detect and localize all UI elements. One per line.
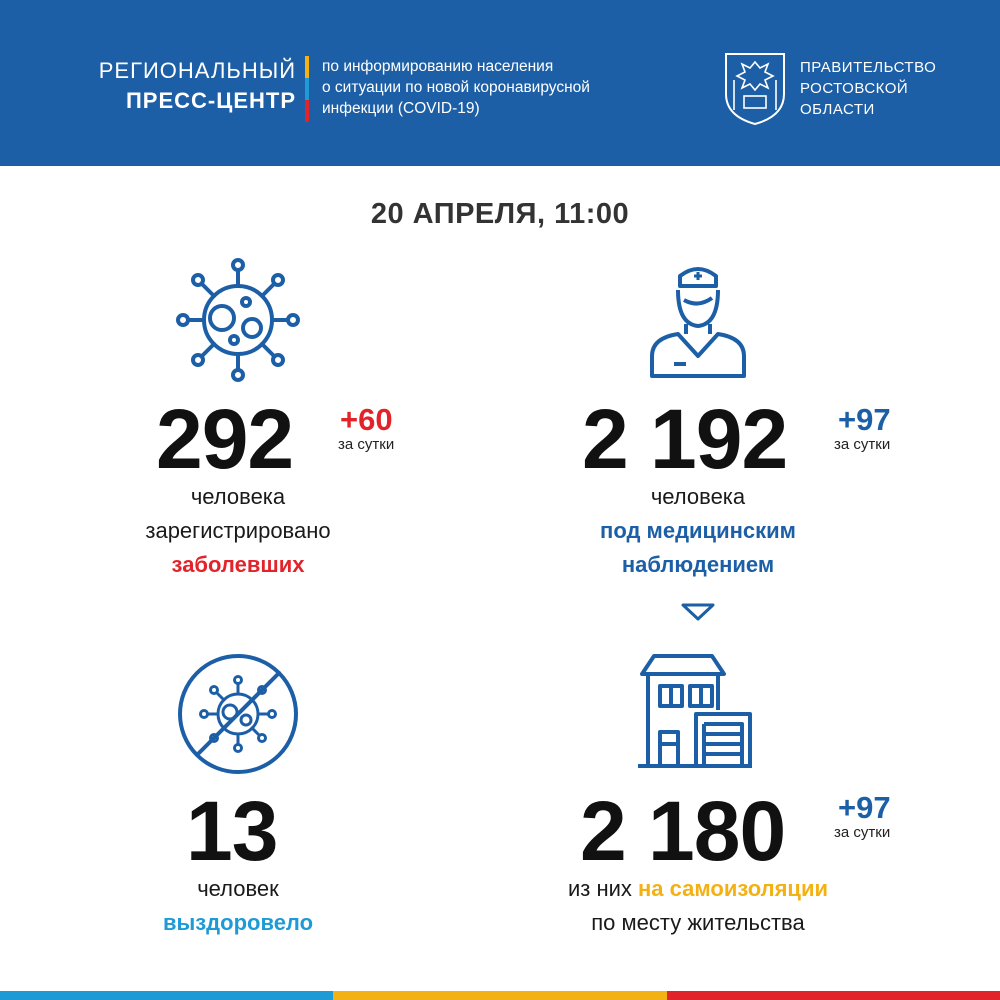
caption-prefix: из них [567, 876, 639, 901]
infected-per-day: за сутки [338, 436, 395, 453]
infected-caption [88, 480, 388, 582]
virus-icon [176, 256, 300, 384]
nurse-icon [646, 260, 750, 380]
brand-line2: ПРЕСС-ЦЕНТР [125, 88, 296, 113]
caption-line: зарегистрировано [145, 518, 331, 543]
report-date: 20 АПРЕЛЯ, 11:00 [370, 198, 630, 230]
caption-line: человека [190, 484, 286, 509]
observed-per-day: за сутки [834, 436, 891, 453]
tagline-line: по информированию населения [322, 58, 554, 75]
tricolor-footer-bar [0, 991, 1000, 1000]
government-line: ПРАВИТЕЛЬСТВО [800, 59, 937, 76]
down-triangle-icon [680, 602, 716, 622]
crest-icon [722, 50, 788, 126]
government-line: ОБЛАСТИ [800, 101, 875, 118]
caption-line [498, 872, 898, 906]
caption-highlight: заболевших [171, 552, 305, 577]
recovered-count: 13 [186, 784, 278, 878]
infected-delta: +60 [340, 402, 393, 437]
caption-line: по месту жительства [591, 910, 805, 935]
tagline-line: инфекции (COVID-19) [322, 100, 480, 117]
no-virus-icon [176, 652, 300, 776]
caption-line: человек [197, 876, 279, 901]
observed-delta: +97 [838, 402, 891, 437]
government-name [800, 57, 936, 120]
tricolor-divider [305, 56, 309, 122]
observed-count: 2 192 [582, 392, 788, 486]
house-icon [636, 652, 754, 770]
caption-line: человека [650, 484, 746, 509]
isolation-caption [498, 872, 898, 940]
infected-count: 292 [156, 392, 294, 486]
header-banner [0, 0, 1000, 166]
caption-highlight: наблюдением [621, 552, 775, 577]
caption-highlight: под медицинским [600, 518, 796, 543]
government-line: РОСТОВСКОЙ [800, 80, 909, 97]
caption-highlight: выздоровело [162, 910, 314, 935]
brand-line1: РЕГИОНАЛЬНЫЙ [98, 58, 296, 83]
caption-highlight: на самоизоляции [638, 876, 829, 901]
recovered-caption [88, 872, 388, 940]
observed-caption [548, 480, 848, 582]
tagline [322, 56, 590, 119]
tagline-line: о ситуации по новой коронавирусной [322, 79, 590, 96]
isolation-delta: +97 [838, 790, 891, 825]
brand-title [56, 56, 296, 116]
isolation-count: 2 180 [580, 784, 786, 878]
isolation-per-day: за сутки [834, 824, 891, 841]
